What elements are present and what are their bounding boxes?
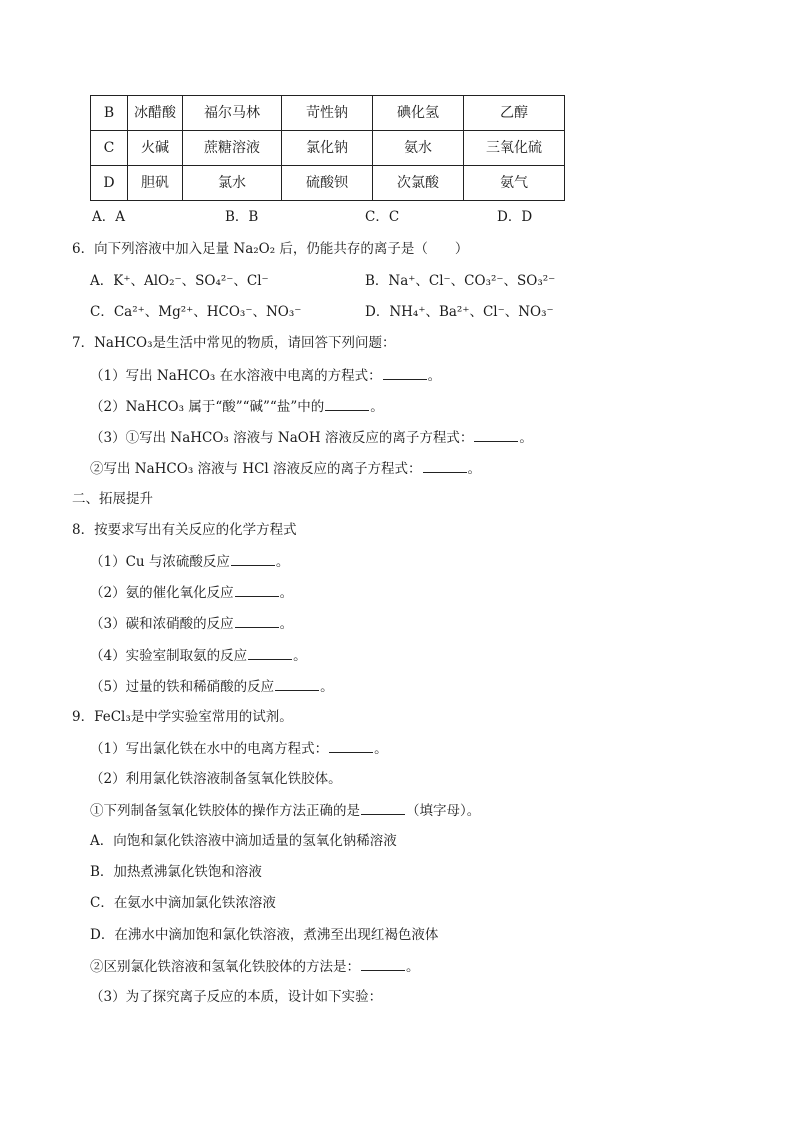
q7-part-3 xyxy=(90,428,533,447)
q9-part-4 xyxy=(90,957,420,976)
end-mark: 。 xyxy=(293,648,307,664)
q8-part-1 xyxy=(90,552,289,571)
q7-part-4 xyxy=(90,459,481,478)
q9-part-4-text: ②区别氯化铁溶液和氢氧化铁胶体的方法是： xyxy=(90,959,360,975)
q8-part-2 xyxy=(90,583,293,602)
row-label: C xyxy=(91,131,128,166)
choice-c: C．C xyxy=(365,209,400,225)
q9-part-3-text: ①下列制备氢氧化铁胶体的操作方法正确的是 xyxy=(90,803,360,819)
choice-d: D．D xyxy=(497,209,533,225)
table-cell: 硫酸钡 xyxy=(282,166,373,201)
q8-part-5-text: （5）过量的铁和稀硝酸的反应 xyxy=(90,679,275,695)
end-mark: 。 xyxy=(467,461,482,477)
q9-option-c: C．在氨水中滴加氯化铁浓溶液 xyxy=(90,895,276,911)
q7-part-2-text: （2）NaHCO₃ 属于“酸”“碱”“盐”中的 xyxy=(90,399,325,415)
q7-part-4-text: ②写出 NaHCO₃ 溶液与 HCl 溶液反应的离子方程式： xyxy=(90,461,422,477)
q8-part-4 xyxy=(90,646,307,665)
q9-stem: 9．FeCl₃是中学实验室常用的试剂。 xyxy=(72,709,293,725)
q7-part-3-text: （3）①写出 NaHCO₃ 溶液与 NaOH 溶液反应的离子方程式： xyxy=(90,430,474,446)
table-cell: 火碱 xyxy=(128,131,183,166)
classification-table xyxy=(90,95,565,201)
end-mark: 。 xyxy=(279,616,294,632)
q8-stem: 8．按要求写出有关反应的化学方程式 xyxy=(72,522,297,538)
table-row xyxy=(91,96,565,131)
q8-part-3-text: （3）碳和浓硝酸的反应 xyxy=(90,616,234,632)
q7-part-2 xyxy=(90,397,384,416)
end-mark: 。 xyxy=(374,741,388,757)
q8-part-1-text: （1）Cu 与浓硫酸反应 xyxy=(90,554,230,570)
table-cell: 蔗糖溶液 xyxy=(183,131,282,166)
q6-option-c: C．Ca²⁺、Mg²⁺、HCO₃⁻、NO₃⁻ xyxy=(90,304,302,320)
q9-part-1-text: （1）写出氯化铁在水中的电离方程式： xyxy=(90,741,329,757)
answer-blank[interactable] xyxy=(275,677,319,691)
q9-part-5: （3）为了探究离子反应的本质，设计如下实验： xyxy=(90,989,383,1005)
answer-blank[interactable] xyxy=(423,459,467,473)
q8-part-5 xyxy=(90,677,334,696)
table-cell: 三氧化硫 xyxy=(464,131,565,166)
answer-blank[interactable] xyxy=(231,552,275,566)
q9-part-1 xyxy=(90,739,388,758)
table-cell: 胆矾 xyxy=(128,166,183,201)
table-cell: 福尔马林 xyxy=(183,96,282,131)
q9-option-b: B．加热煮沸氯化铁饱和溶液 xyxy=(90,864,262,880)
choice-b: B．B xyxy=(225,209,259,225)
end-mark: 。 xyxy=(519,430,533,446)
row-label: B xyxy=(91,96,128,131)
section-heading: 二、拓展提升 xyxy=(72,491,153,507)
q6-option-d: D．NH₄⁺、Ba²⁺、Cl⁻、NO₃⁻ xyxy=(365,304,554,320)
row-label: D xyxy=(91,166,128,201)
q9-part-3-suffix: （填字母）。 xyxy=(406,803,481,819)
table-cell: 碘化氢 xyxy=(373,96,464,131)
q8-part-2-text: （2）氨的催化氧化反应 xyxy=(90,585,234,601)
q9-option-d: D．在沸水中滴加饱和氯化铁溶液，煮沸至出现红褐色液体 xyxy=(90,927,439,943)
q6-option-a: A．K⁺、AlO₂⁻、SO₄²⁻、Cl⁻ xyxy=(90,273,269,289)
q9-part-3 xyxy=(90,801,480,820)
table-cell: 氯水 xyxy=(183,166,282,201)
table-cell: 氨气 xyxy=(464,166,565,201)
end-mark: 。 xyxy=(279,585,294,601)
answer-blank[interactable] xyxy=(235,614,279,628)
answer-blank[interactable] xyxy=(329,739,373,753)
q8-part-3 xyxy=(90,614,293,633)
q9-part-2: （2）利用氯化铁溶液制备氢氧化铁胶体。 xyxy=(90,771,342,787)
choice-a: A．A xyxy=(92,209,125,225)
end-mark: 。 xyxy=(275,554,290,570)
table-row xyxy=(91,131,565,166)
answer-blank[interactable] xyxy=(325,397,369,411)
table-cell: 苛性钠 xyxy=(282,96,373,131)
answer-blank[interactable] xyxy=(361,801,405,815)
answer-blank[interactable] xyxy=(248,646,292,660)
end-mark: 。 xyxy=(427,368,442,384)
answer-blank[interactable] xyxy=(361,957,405,971)
table-cell: 氯化钠 xyxy=(282,131,373,166)
table-cell: 氨水 xyxy=(373,131,464,166)
end-mark: 。 xyxy=(320,679,334,695)
q7-part-1 xyxy=(90,366,441,385)
end-mark: 。 xyxy=(406,959,420,975)
answer-blank[interactable] xyxy=(235,583,279,597)
q7-part-1-text: （1）写出 NaHCO₃ 在水溶液中电离的方程式： xyxy=(90,368,382,384)
table-cell: 冰醋酸 xyxy=(128,96,183,131)
q6-stem: 6．向下列溶液中加入足量 Na₂O₂ 后，仍能共存的离子是（ ） xyxy=(72,241,469,257)
answer-blank[interactable] xyxy=(383,366,427,380)
table-row xyxy=(91,166,565,201)
q8-part-4-text: （4）实验室制取氨的反应 xyxy=(90,648,248,664)
end-mark: 。 xyxy=(370,399,384,415)
table-cell: 乙醇 xyxy=(464,96,565,131)
q9-option-a: A．向饱和氯化铁溶液中滴加适量的氢氧化钠稀溶液 xyxy=(90,833,397,849)
answer-blank[interactable] xyxy=(474,428,518,442)
q7-stem: 7．NaHCO₃是生活中常见的物质，请回答下列问题： xyxy=(72,335,396,351)
q6-option-b: B．Na⁺、Cl⁻、CO₃²⁻、SO₃²⁻ xyxy=(365,273,556,289)
table-cell: 次氯酸 xyxy=(373,166,464,201)
